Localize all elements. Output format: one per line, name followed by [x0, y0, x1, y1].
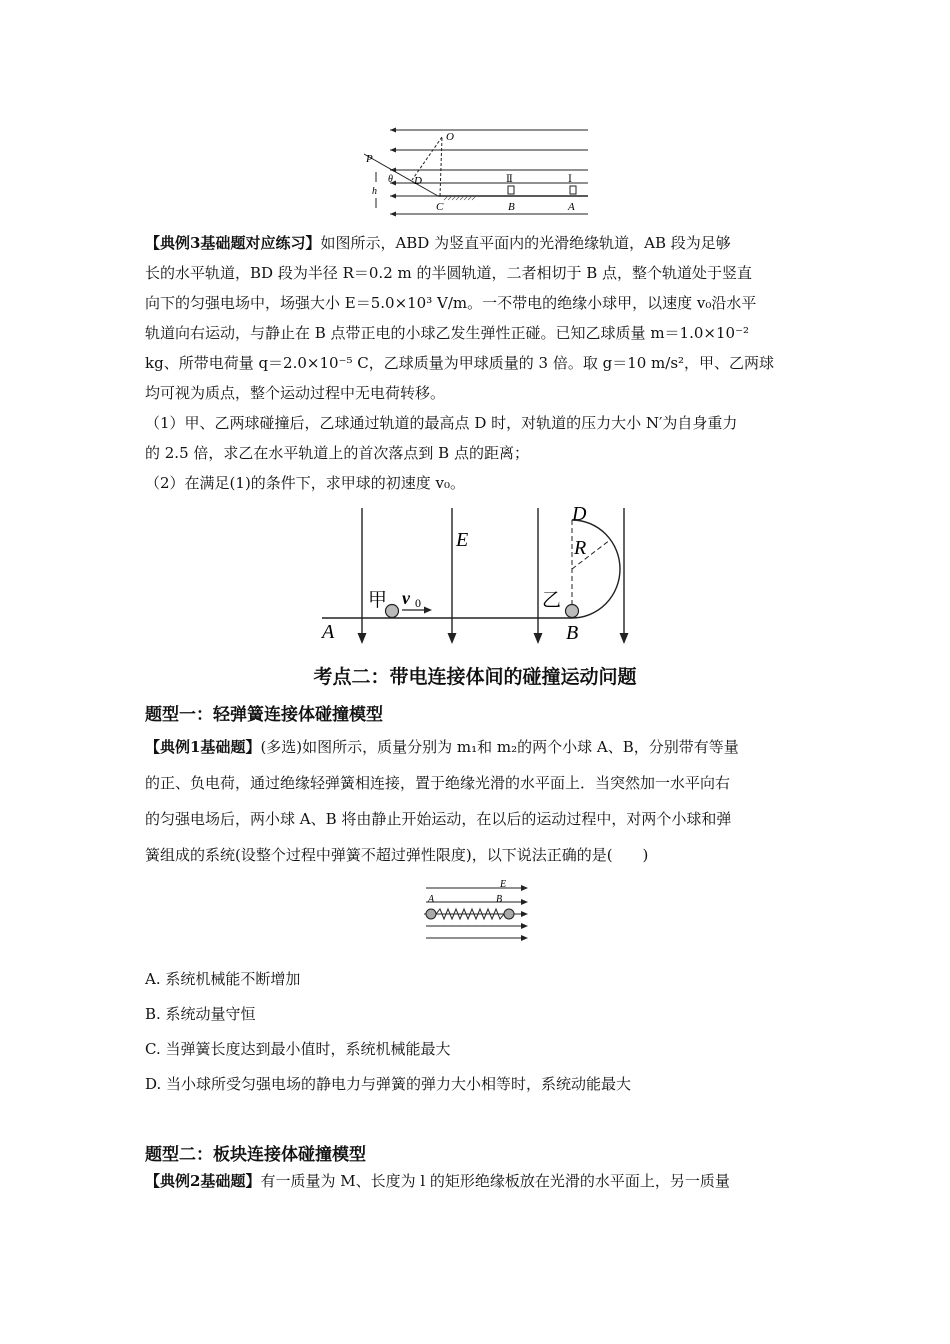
example3-question-2: （2）在满足(1)的条件下，求甲球的初速度 v₀。 — [145, 474, 466, 492]
option-b: B. 系统动量守恒 — [145, 1005, 256, 1023]
label-A: A — [428, 894, 435, 905]
figure-track-diagram — [362, 122, 594, 220]
figure-spring-balls — [420, 876, 532, 942]
label-B: B — [508, 201, 515, 213]
example2-line-1: 【典例2基础题】有一质量为 M、长度为 l 的矩形绝缘板放在光滑的水平面上，另一质量 — [145, 1172, 730, 1190]
figure-semicircle-track — [314, 500, 644, 648]
example3-line-1: 【典例3基础题对应练习】如图所示，ABD 为竖直平面内的光滑绝缘轨道，AB 段为足够 — [145, 234, 731, 252]
label-h: h — [372, 186, 377, 197]
example3-question-1-cont: 的 2.5 倍，求乙在水平轨道上的首次落点到 B 点的距离； — [145, 444, 529, 462]
example3-tag: 【典例3基础题对应练习】 — [145, 234, 321, 252]
example3-line-6: 均可视为质点，整个运动过程中无电荷转移。 — [145, 384, 446, 402]
example3-question-1: （1）甲、乙两球碰撞后，乙球通过轨道的最高点 D 时，对轨道的压力大小 N′为自身重力 — [145, 414, 738, 432]
label-E: E — [500, 879, 507, 890]
label-E: E — [456, 529, 469, 551]
example1-line-1: 【典例1基础题】(多选)如图所示，质量分别为 m₁和 m₂的两个小球 A、B，分别带有等量 — [145, 738, 739, 756]
label-A: A — [322, 621, 335, 643]
option-a: A. 系统机械能不断增加 — [145, 970, 301, 988]
label-P: P — [366, 153, 373, 165]
example1-line-3: 的匀强电场后，两小球 A、B 将由静止开始运动，在以后的运动过程中，对两个小球和弹 — [145, 810, 732, 828]
label-B: B — [566, 622, 579, 644]
option-d: D. 当小球所受匀强电场的静电力与弹簧的弹力大小相等时，系统动能最大 — [145, 1075, 632, 1093]
label-O: O — [446, 131, 454, 143]
label-B: B — [496, 894, 503, 905]
label-D: D — [414, 175, 422, 187]
label-I: Ⅰ — [568, 174, 572, 185]
label-theta: θ — [388, 174, 393, 185]
label-D: D — [572, 503, 587, 525]
type1-heading: 题型一：轻弹簧连接体碰撞模型 — [145, 705, 383, 725]
type2-heading: 题型二：板块连接体碰撞模型 — [145, 1145, 366, 1165]
option-c: C. 当弹簧长度达到最小值时，系统机械能最大 — [145, 1040, 451, 1058]
section-title: 考点二：带电连接体间的碰撞运动问题 — [313, 666, 637, 688]
example2-tag: 【典例2基础题】 — [145, 1172, 261, 1190]
example3-line-2: 长的水平轨道，BD 段为半径 R＝0.2 m 的半圆轨道，二者相切于 B 点，整个轨道处于竖直 — [145, 264, 753, 282]
example3-line-5: kg、所带电荷量 q＝2.0×10⁻⁵ C，乙球质量为甲球质量的 3 倍。取 g＝10 m/s²，甲、乙两球 — [145, 354, 775, 372]
label-yi: 乙 — [542, 590, 562, 611]
example1-line-4: 簧组成的系统(设整个过程中弹簧不超过弹性限度)，以下说法正确的是( ) — [145, 846, 649, 864]
label-C: C — [436, 201, 444, 213]
label-v0: v — [402, 588, 410, 608]
label-R: R — [574, 537, 587, 559]
label-v0-sub: 0 — [415, 596, 421, 610]
example1-line-2: 的正、负电荷，通过绝缘轻弹簧相连接，置于绝缘光滑的水平面上．当突然加一水平向右 — [145, 774, 731, 792]
example1-tag: 【典例1基础题】 — [145, 738, 261, 756]
example3-line-3: 向下的匀强电场中，场强大小 E＝5.0×10³ V/m。一不带电的绝缘小球甲，以速度 v₀沿水平 — [145, 294, 757, 312]
example3-line-4: 轨道向右运动，与静止在 B 点带正电的小球乙发生弹性正碰。已知乙球质量 m＝1.0×10⁻² — [145, 324, 749, 342]
label-jia: 甲 — [368, 590, 388, 611]
label-II: Ⅱ — [506, 174, 513, 185]
label-A: A — [568, 201, 575, 213]
